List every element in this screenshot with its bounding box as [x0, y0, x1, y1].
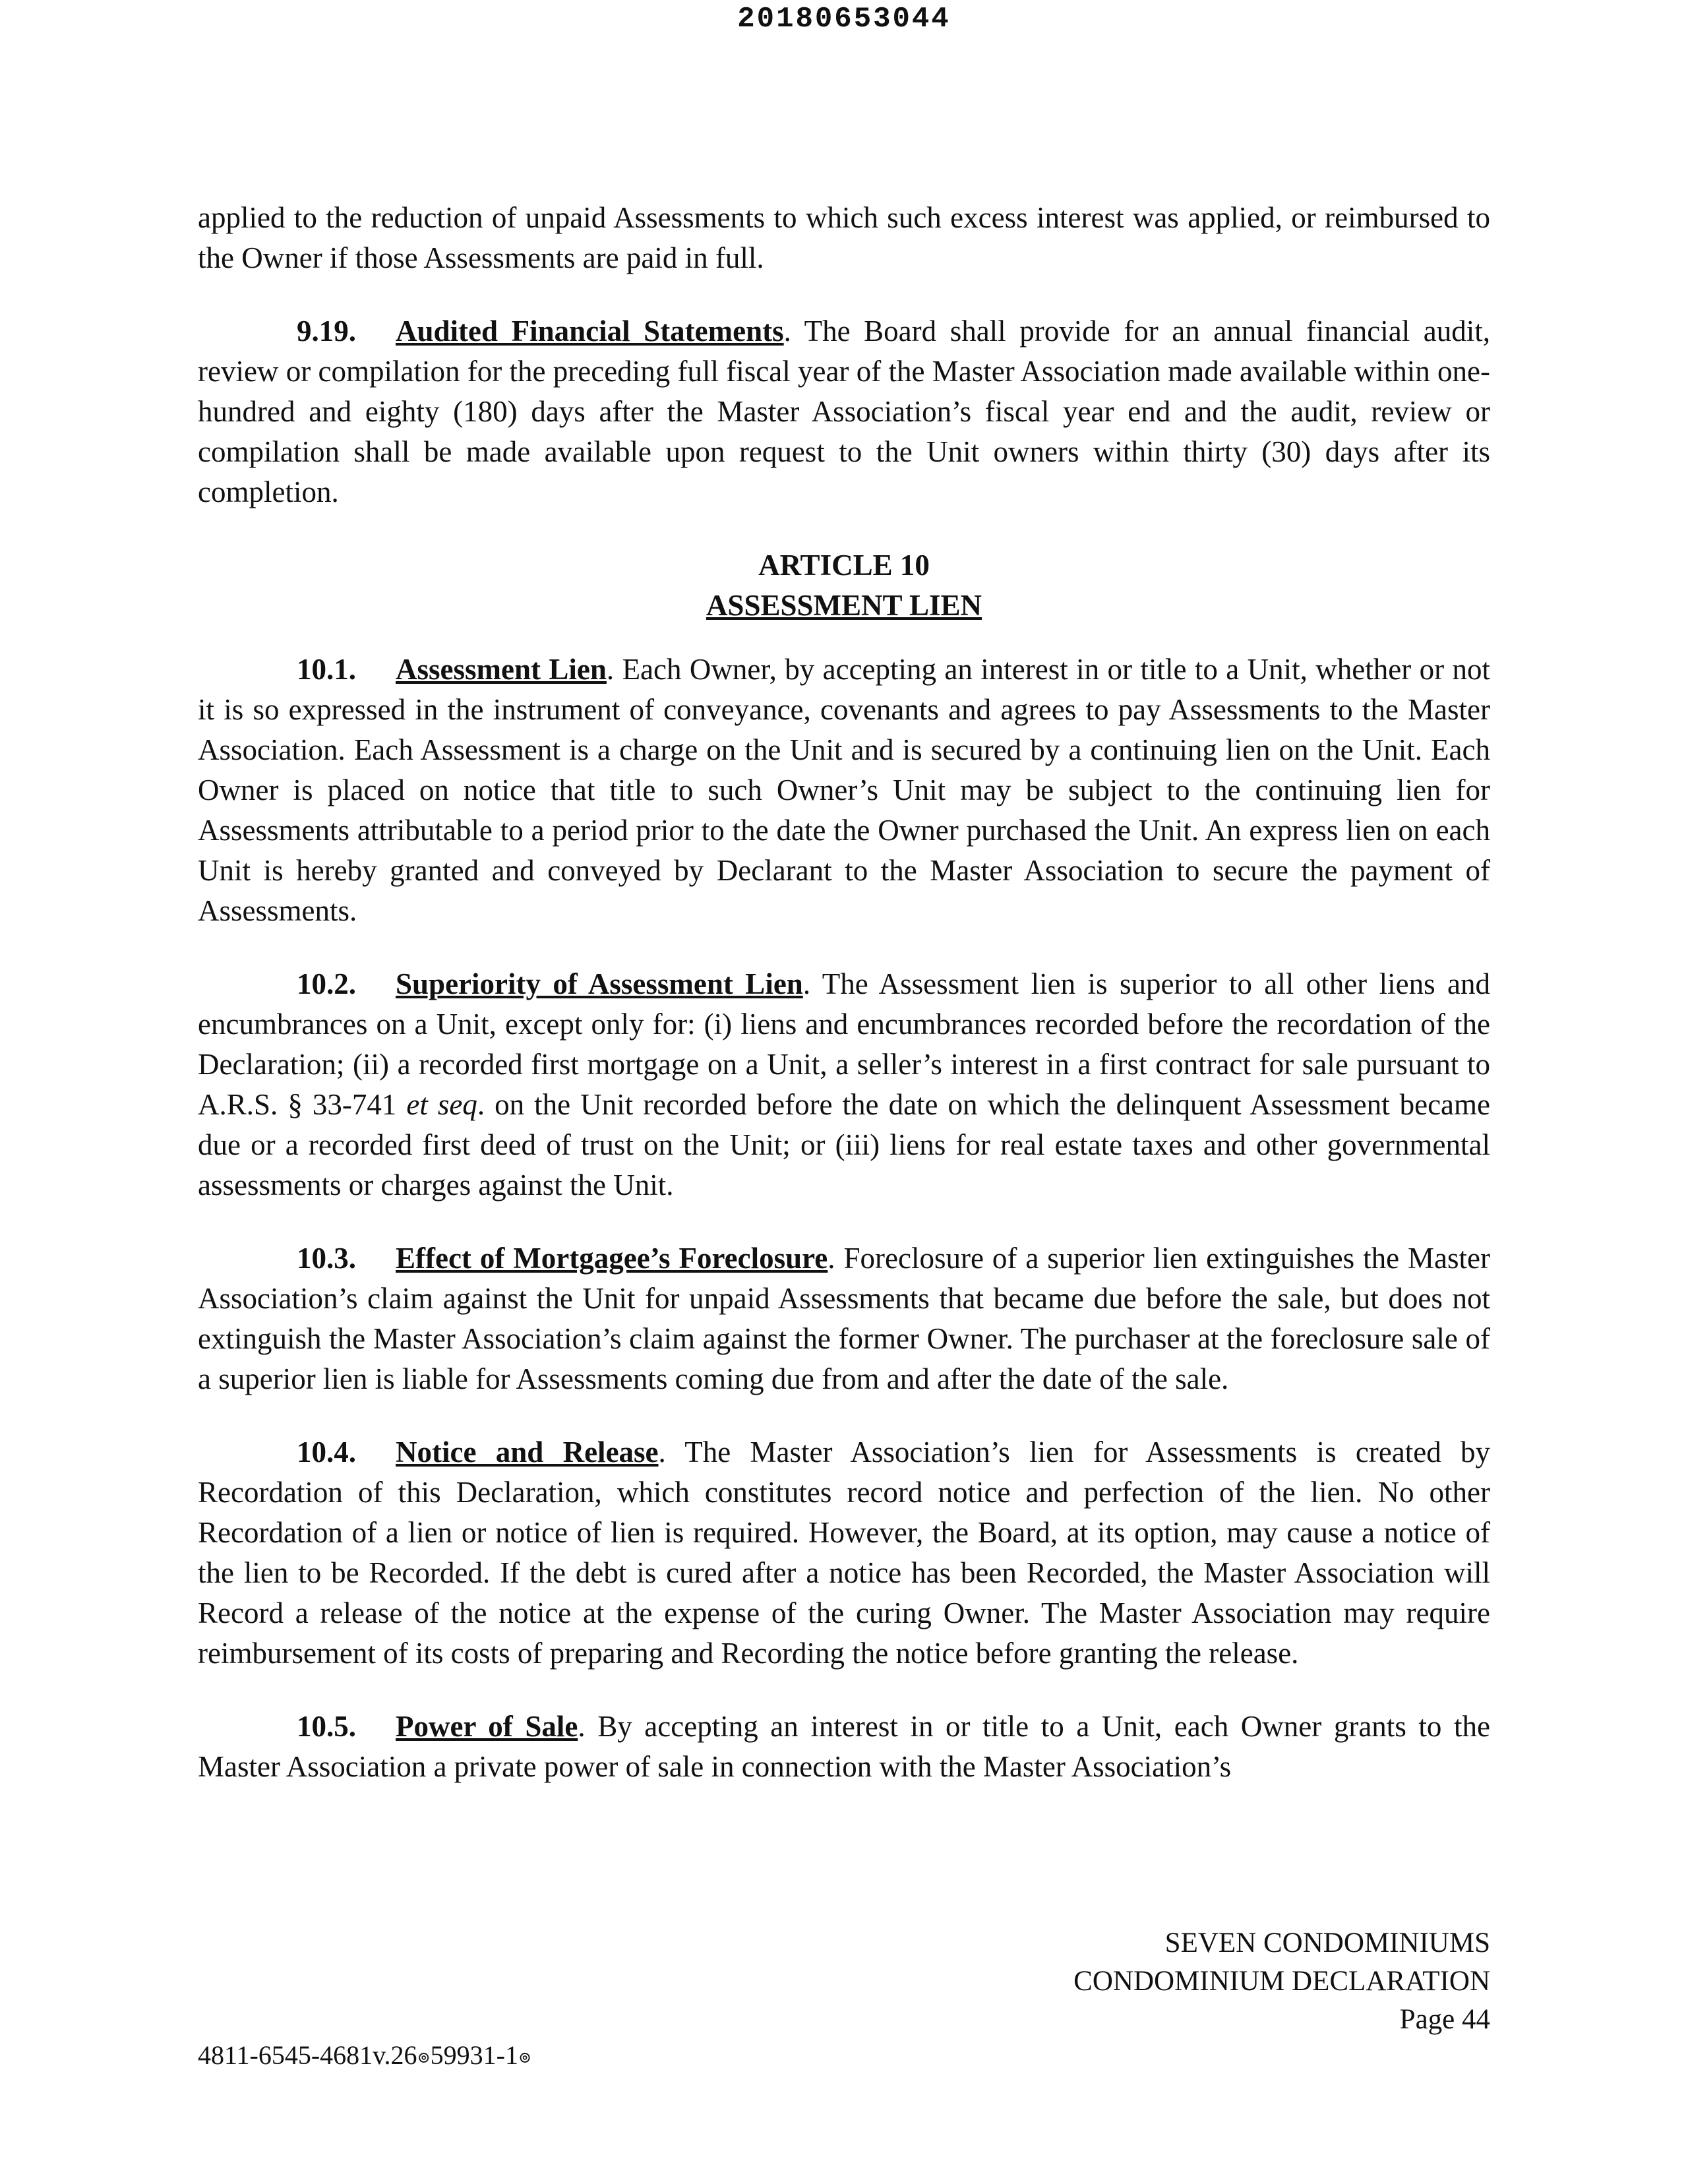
section-9-19: 9.19. Audited Financial Statements. The Board shall provide for an annual financial audit, review or compilation for the preceding full fiscal year of the Master Association made available within one-hundred and eighty (180) days after the Master Association’s fiscal year end and the audit, review or compilation shall be made available upon request to the Unit owners within thirty (30) days after its completion.	[198, 311, 1490, 512]
section-10-3: 10.3. Effect of Mortgagee’s Foreclosure. Foreclosure of a superior lien extinguishes the Master Association’s claim against the Unit for unpaid Assessments that became due before the sale, but does not extinguish the Master Association’s claim against the former Owner. The purchaser at the foreclosure sale of a superior lien is liable for Assessments coming due from and after the date of the sale.	[198, 1238, 1490, 1399]
document-id-b: 59931-1	[430, 2040, 518, 2070]
section-number: 9.19.	[297, 315, 356, 348]
section-body-italic: et seq	[406, 1088, 477, 1121]
document-body	[198, 198, 1490, 1820]
section-body: The Master Association’s lien for Assessments is created by Recordation of this Declaration, which constitutes record notice and perfection of the lien. No other Recordation of a lien or notice of lien is required. However, the Board, at its option, may cause a notice of the lien to be Recorded. If the debt is cured after a notice has been Recorded, the Master Association will Record a release of the notice at the expense of the curing Owner. The Master Association may require reimbursement of its costs of preparing and Recording the notice before granting the release.	[198, 1436, 1490, 1670]
recording-number: 20180653044	[737, 3, 951, 36]
footer-document-id	[198, 2039, 531, 2075]
section-body-part-1: The Assessment lien is superior to all other liens and encumbrances on a Unit, except only for: (i) liens and encumbrances recorded before the recordation of the Declaration; (ii) a recorded first mortgage on a Unit, a seller’s interest in a first contract for sale pursuant to A.R.S. § 33-741	[198, 967, 1491, 1121]
footer-document-name: CONDOMINIUM DECLARATION	[1073, 1966, 1490, 1997]
section-body: Each Owner, by accepting an interest in or title to a Unit, whether or not it is so expressed in the instrument of conveyance, covenants and agrees to pay Assessments to the Master Association. Each Assessment is a charge on the Unit and is secured by a continuing lien on the Unit. Each Owner is placed on notice that title to such Owner’s Unit may be subject to the continuing lien for Assessments attributable to a period prior to the date the Owner purchased the Unit. An express lien on each Unit is hereby granted and conveyed by Declarant to the Master Association to secure the payment of Assessments.	[198, 653, 1491, 927]
footer-project-name: SEVEN CONDOMINIUMS	[1164, 1927, 1490, 1958]
section-heading: Superiority of Assessment Lien	[396, 967, 803, 1000]
section-heading: Effect of Mortgagee’s Foreclosure	[396, 1242, 828, 1275]
section-number: 10.3.	[297, 1242, 356, 1275]
section-10-4: 10.4. Notice and Release. The Master Association’s lien for Assessments is created by Recordation of this Declaration, which constitutes record notice and perfection of the lien. No other Recordation of a lien or notice of lien is required. However, the Board, at its option, may cause a notice of the lien to be Recorded. If the debt is cured after a notice has been Recorded, the Master Association will Record a release of the notice at the expense of the curing Owner. The Master Association may require reimbursement of its costs of preparing and Recording the notice before granting the release.	[198, 1432, 1490, 1674]
section-body: The Board shall provide for an annual financial audit, review or compilation for the preceding full fiscal year of the Master Association made available within one-hundred and eighty (180) days after the Master Association’s fiscal year end and the audit, review or compilation shall be made available upon request to the Unit owners within thirty (30) days after its completion.	[198, 315, 1491, 508]
continuation-paragraph: applied to the reduction of unpaid Assessments to which such excess interest was applied, or reimbursed to the Owner if those Assessments are paid in full.	[198, 201, 1490, 274]
section-number: 10.4.	[297, 1436, 356, 1469]
section-body: By accepting an interest in or title to a Unit, each Owner grants to the Master Association a private power of sale in connection with the Master Association’s	[198, 1710, 1491, 1783]
section-number: 10.5.	[297, 1710, 356, 1743]
section-body: Foreclosure of a superior lien extinguishes the Master Association’s claim against the Unit for unpaid Assessments that became due before the sale, but does not extinguish the Master Association’s claim against the former Owner. The purchaser at the foreclosure sale of a superior lien is liable for Assessments coming due from and after the date of the sale.	[198, 1242, 1490, 1395]
section-10-2: 10.2. Superiority of Assessment Lien. The Assessment lien is superior to all other liens and encumbrances on a Unit, except only for: (i) liens and encumbrances recorded before the recordation of the Declaration; (ii) a recorded first mortgage on a Unit, a seller’s interest in a first contract for sale pursuant to A.R.S. § 33-741 et seq. on the Unit recorded before the date on which the delinquent Assessment became due or a recorded first deed of trust on the Unit; or (iii) liens for real estate taxes and other governmental assessments or charges against the Unit.	[198, 964, 1490, 1205]
circle-symbol-icon: ⊚	[518, 2049, 532, 2067]
article-heading	[198, 545, 1490, 626]
article-label: ARTICLE 10	[758, 549, 930, 582]
section-number: 10.1.	[297, 653, 356, 686]
footer-title-block	[1073, 1924, 1490, 2039]
section-heading: Power of Sale	[396, 1710, 578, 1743]
article-title: ASSESSMENT LIEN	[706, 589, 982, 622]
section-body-part-2: . on the Unit recorded before the date on which the delinquent Assessment became due or a recorded first deed of trust on the Unit; or (iii) liens for real estate taxes and other governmental assessments or charges against the Unit.	[198, 1088, 1490, 1201]
section-number: 10.2.	[297, 967, 356, 1000]
section-heading: Assessment Lien	[396, 653, 607, 686]
section-10-5: 10.5. Power of Sale. By accepting an interest in or title to a Unit, each Owner grants to the Master Association a private power of sale in connection with the Master Association’s	[198, 1707, 1490, 1787]
section-heading: Notice and Release	[396, 1436, 659, 1469]
circle-symbol-icon: ⊚	[417, 2049, 431, 2067]
page-number: Page 44	[1399, 2004, 1490, 2035]
document-id-a: 4811-6545-4681v.26	[198, 2040, 417, 2070]
section-10-1: 10.1. Assessment Lien. Each Owner, by accepting an interest in or title to a Unit, whether or not it is so expressed in the instrument of conveyance, covenants and agrees to pay Assessments to the Master Association. Each Assessment is a charge on the Unit and is secured by a continuing lien on the Unit. Each Owner is placed on notice that title to such Owner’s Unit may be subject to the continuing lien for Assessments attributable to a period prior to the date the Owner purchased the Unit. An express lien on each Unit is hereby granted and conveyed by Declarant to the Master Association to secure the payment of Assessments.	[198, 650, 1490, 931]
section-heading: Audited Financial Statements	[396, 315, 784, 348]
